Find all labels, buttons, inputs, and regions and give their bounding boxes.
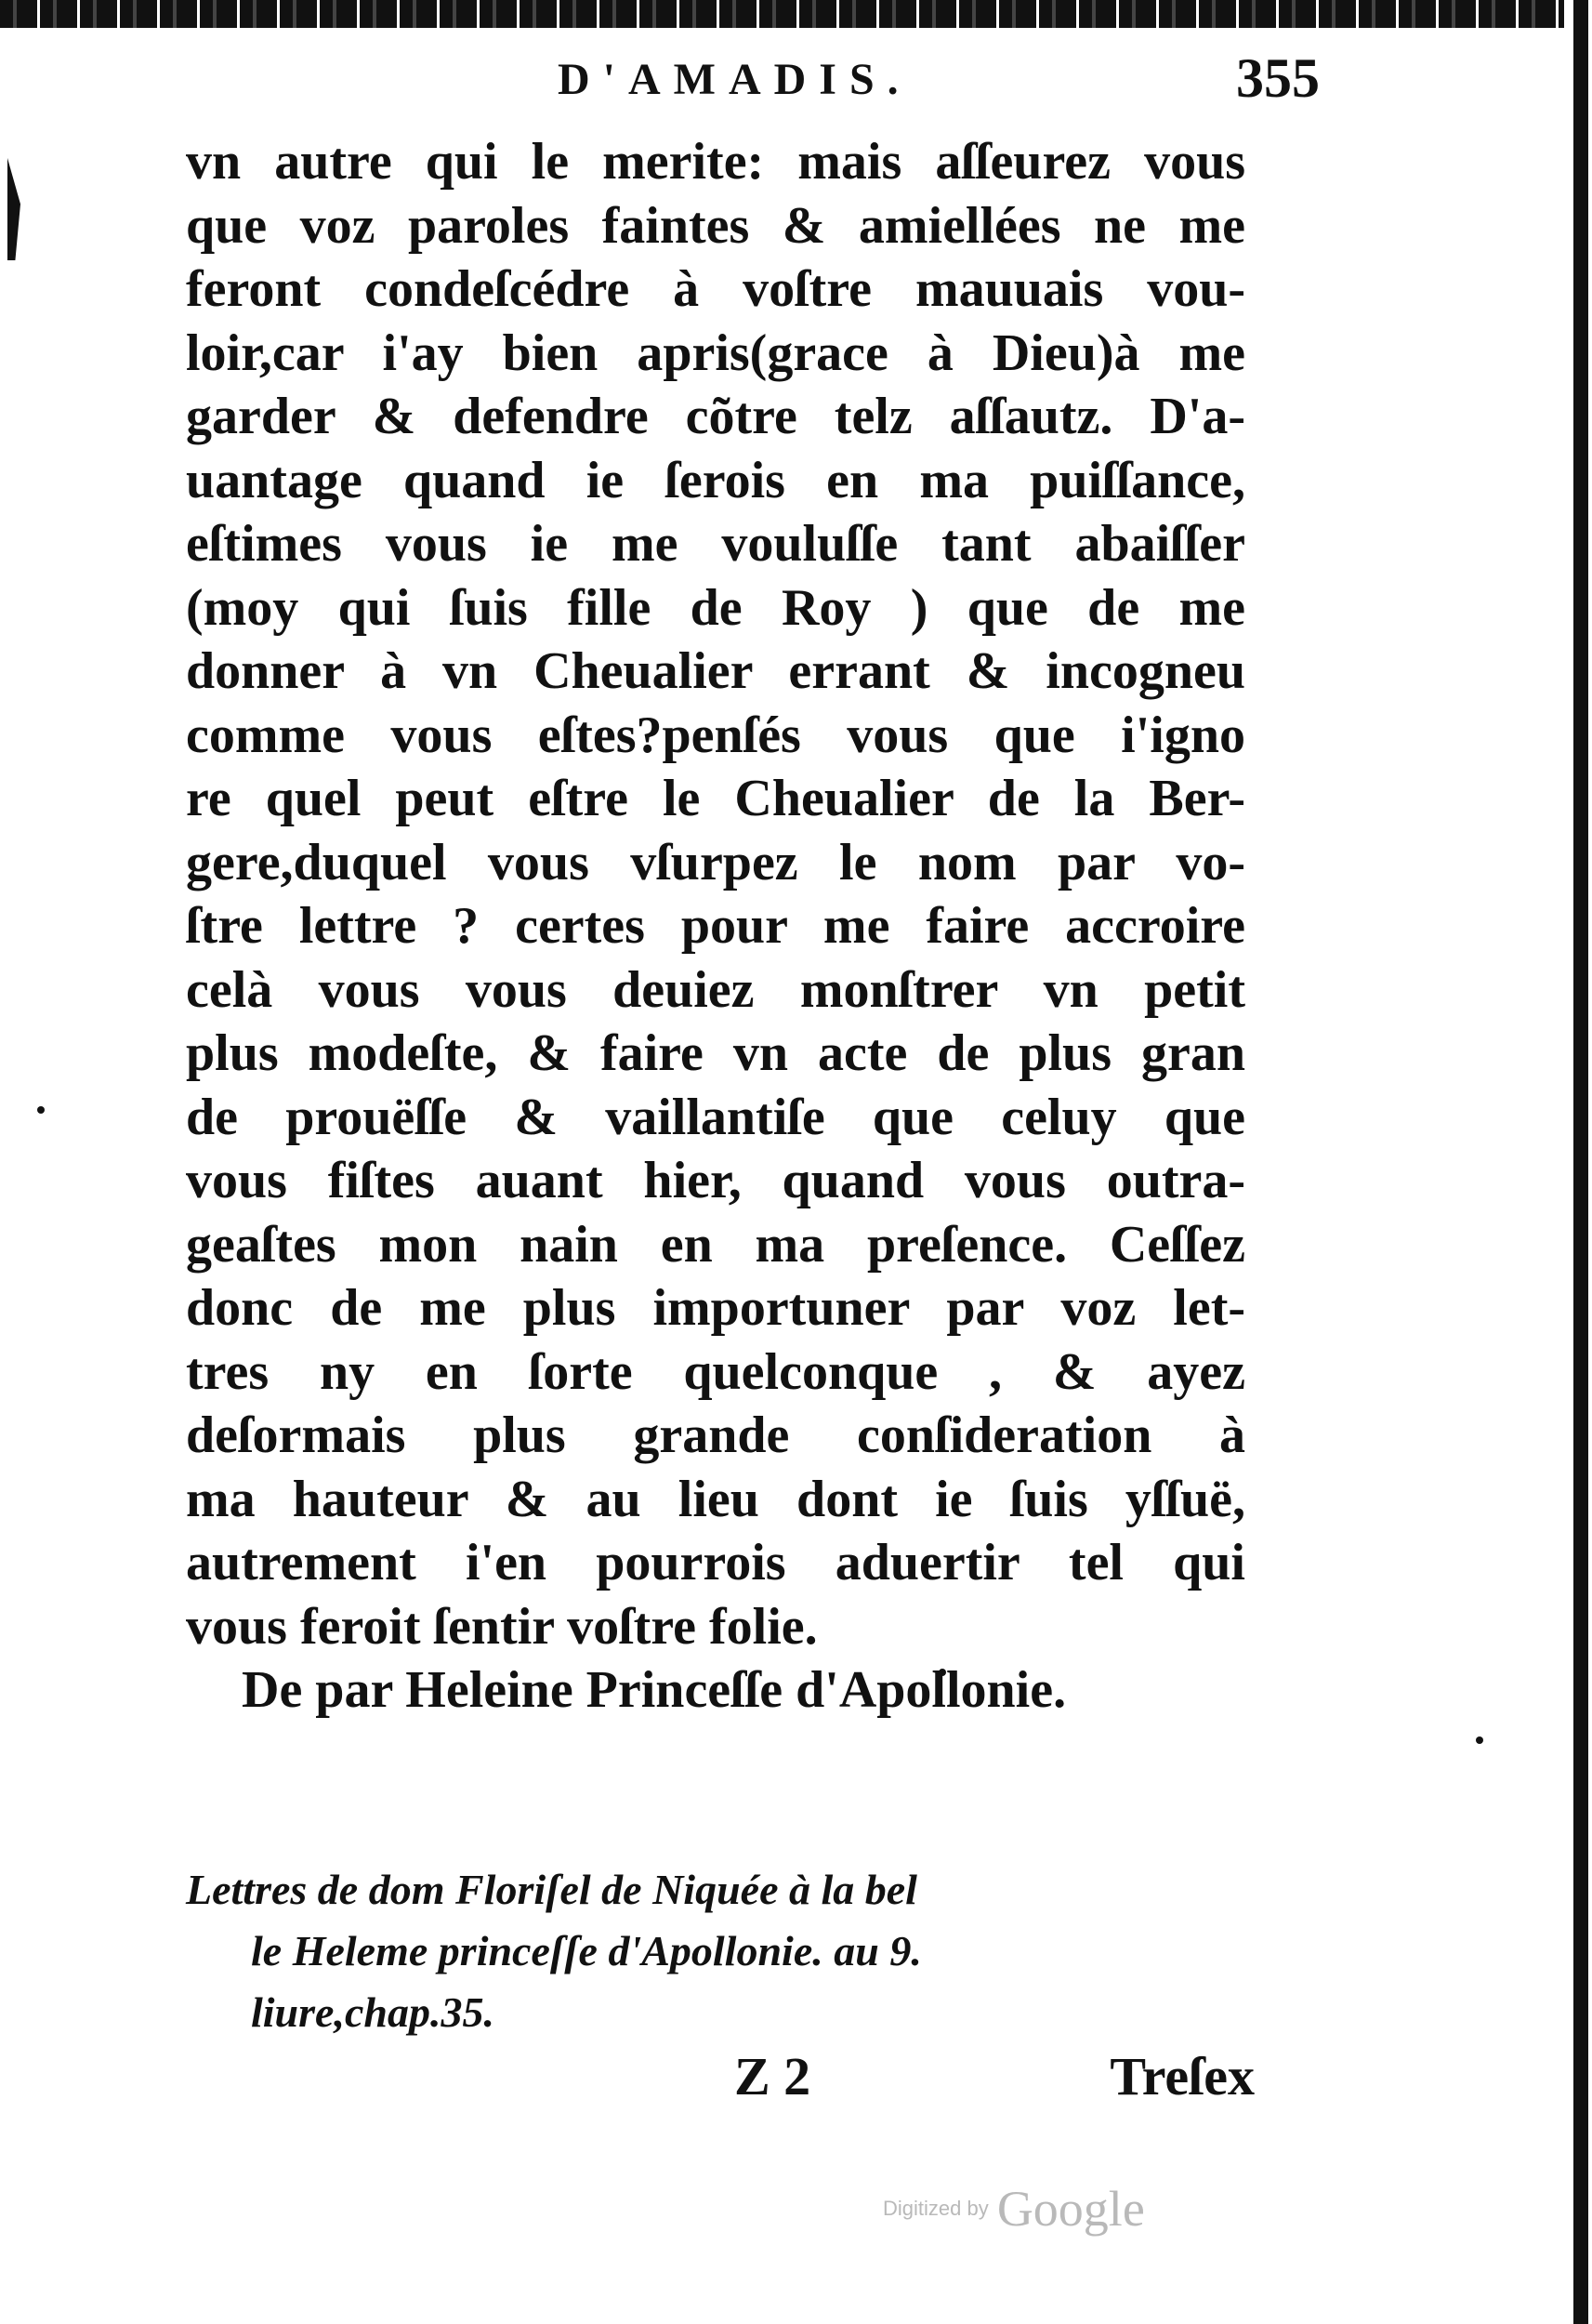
text-line: de prouëſſe & vaillantiſe que celuy que [186, 1088, 1245, 1146]
text-line: geaſtes mon nain en ma preſence. Ceſſez [186, 1215, 1245, 1274]
text-line: ma hauteur & au lieu dont ie ſuis yſſuë, [186, 1470, 1245, 1528]
digitization-watermark [883, 2180, 1145, 2238]
letter-signature: De par Heleine Princeſſe d'Apollonie. [242, 1661, 1067, 1719]
text-line: gere,duquel vous vſurpez le nom par vo- [186, 833, 1245, 891]
text-line: ſtre lettre ? certes pour me faire accroire [186, 897, 1245, 955]
section-heading-line: le Heleme princeſſe d'Apollonie. au 9. [251, 1927, 922, 1974]
text-line: donner à vn Cheualier errant & incogneu [186, 642, 1245, 700]
text-line: autrement i'en pourrois aduertir tel qui [186, 1534, 1245, 1591]
running-head: D'AMADIS. [558, 55, 912, 104]
watermark-brand: Google [996, 2181, 1145, 2237]
text-line: garder & defendre cõtre telz aſſautz. D'a- [186, 388, 1245, 445]
text-line: eſtimes vous ie me vouluſſe tant abaiſſer [186, 515, 1245, 573]
text-line: uantage quand ie ſerois en ma puiſſance, [186, 451, 1245, 509]
watermark-prefix: Digitized by [883, 2197, 989, 2220]
text-line: donc de me plus importuner par voz let- [186, 1279, 1245, 1337]
right-page-edge [1564, 0, 1592, 2324]
text-line: que voz paroles faintes & amiellées ne me [186, 196, 1245, 255]
text-line: comme vous eſtes?penſés vous que i'igno [186, 706, 1245, 764]
page-footer [734, 2045, 1255, 2119]
text-line: celà vous vous deuiez monſtrer vn petit [186, 960, 1245, 1019]
margin-dot [37, 1106, 45, 1114]
signature-mark: Z 2 [734, 2046, 811, 2106]
catchword: Treſex [1110, 2046, 1255, 2106]
text-line: vous feroit ſentir voſtre folie. [186, 1597, 818, 1656]
text-line: vn autre qui le merite: mais aſſeurez vous [186, 133, 1245, 191]
letter-body [186, 130, 1245, 1723]
section-heading-line: Lettres de dom Floriſel de Niquée à la bel [186, 1866, 917, 1913]
page-header [186, 46, 1320, 121]
section-heading [186, 1859, 1190, 2043]
text-line: deſormais plus grande conſideration à [186, 1406, 1245, 1464]
top-border-rule [0, 0, 1592, 28]
text-line: feront condeſcédre à voſtre mauuais vou- [186, 260, 1245, 318]
section-heading-line: liure,chap.35. [251, 1988, 494, 2036]
text-line: vous fiſtes auant hier, quand vous outra- [186, 1152, 1245, 1209]
text-line: (moy qui ſuis fille de Roy ) que de me [186, 578, 1245, 637]
margin-dot [1476, 1736, 1483, 1744]
text-line: plus modeſte, & faire vn acte de plus gran [186, 1024, 1245, 1082]
text-line: tres ny en ſorte quelconque , & ayez [186, 1342, 1245, 1401]
text-line: loir,car i'ay bien apris(grace à Dieu)à me [186, 324, 1245, 382]
left-margin-mark [7, 158, 20, 260]
text-line: re quel peut eſtre le Cheualier de la Ber- [186, 770, 1245, 827]
page-number: 355 [1236, 47, 1320, 109]
